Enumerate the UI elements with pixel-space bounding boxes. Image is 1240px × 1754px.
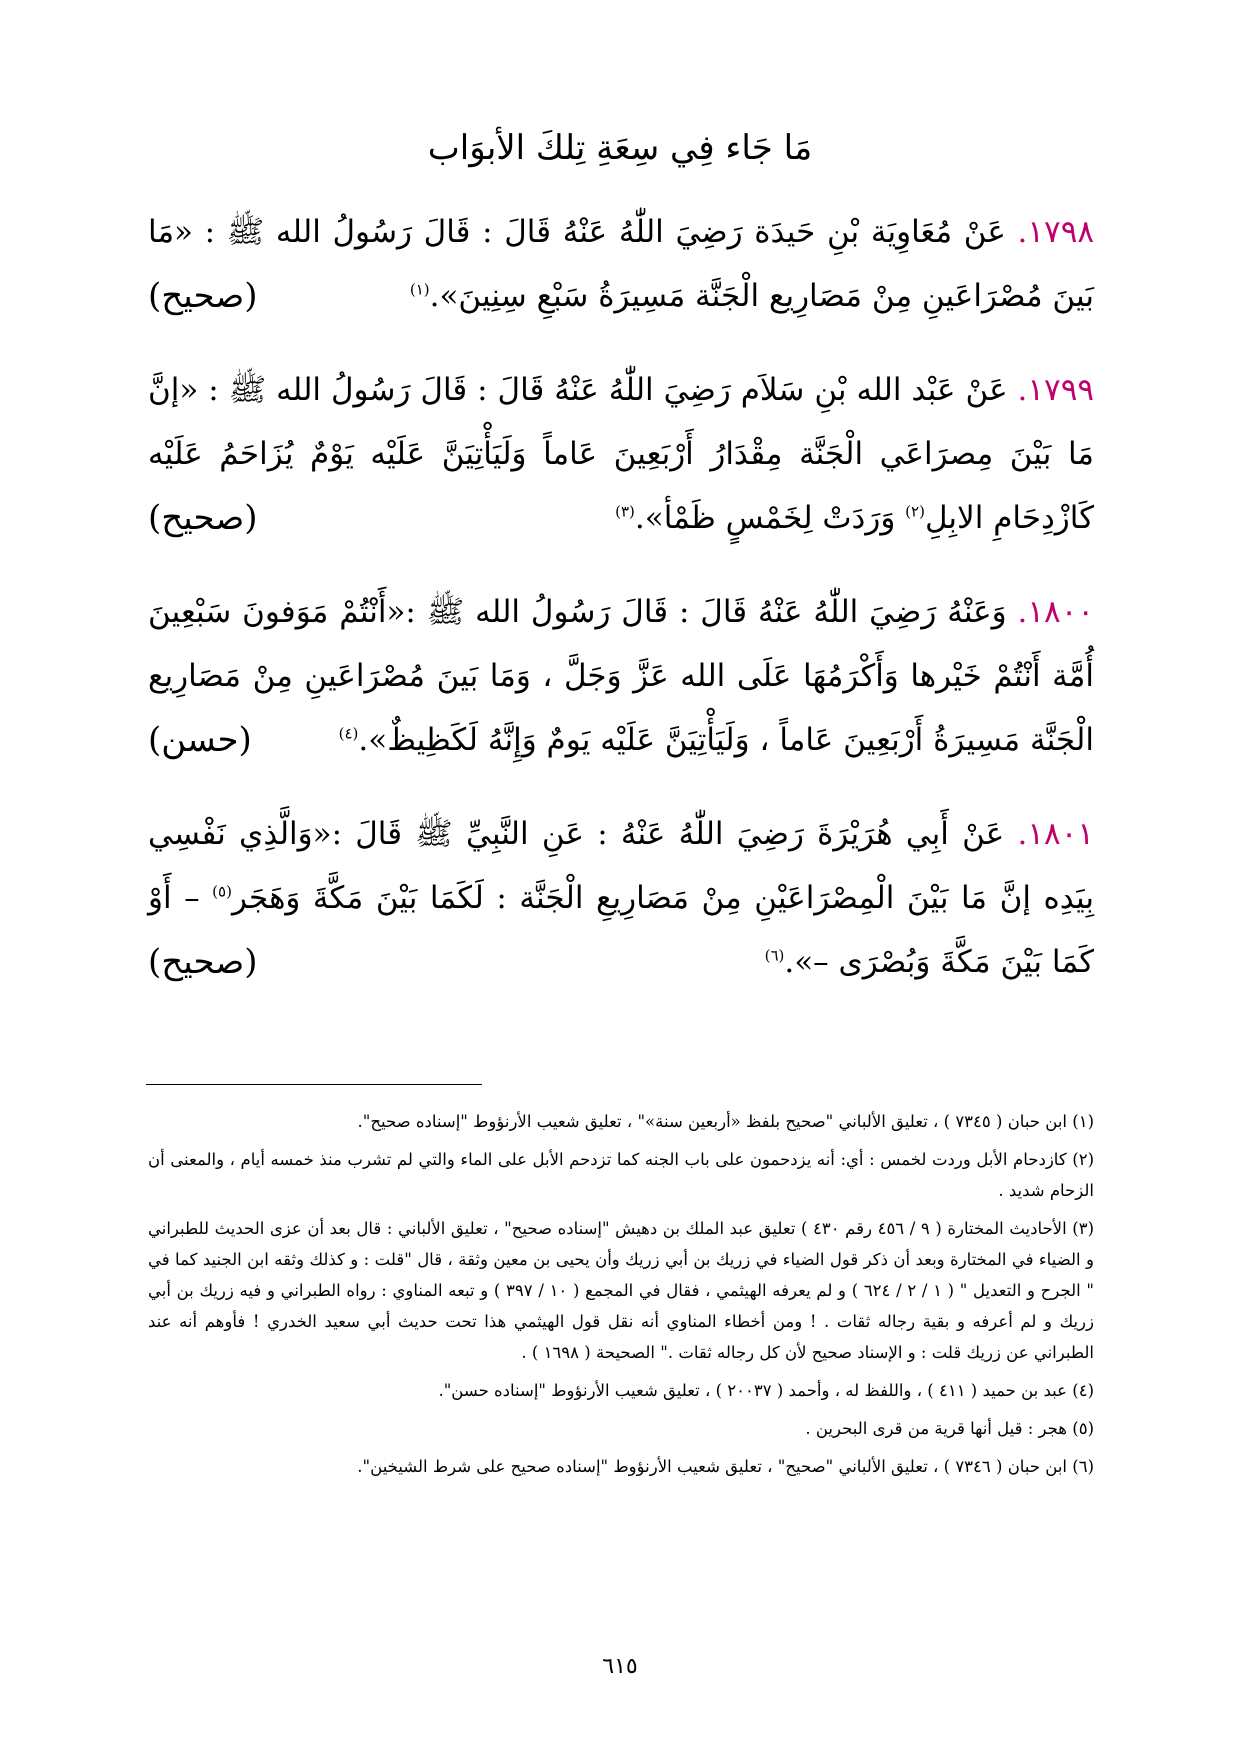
footnote-ref: (٢) <box>905 502 925 521</box>
footnote-3: (٣) الأحاديث المختارة ( ٩ / ٤٥٦ رقم ٤٣٠ ) تعليق عبد الملك بن دهيش "إسناده صحيح" ، تعليق الألباني : قال بعد أن عزى الحديث للطبراني و الضياء في المختارة وبعد أن ذكر قول الضياء في زريك بن أبي زريك وأن يحيى بن معين وثقة ، قال "قلت : و كذلك وثقه ابن الجنيد كما في " الجرح و التعديل " ( ١ / ٢ / ٦٢٤ ) و لم يعرفه الهيثمي ، فقال في المجمع ( ١٠ / ٣٩٧ ) و تبعه المناوي : رواه الطبراني و فيه زريك بن أبي زريك و لم أعرفه و بقية رجاله ثقات . ! ومن أخطاء المناوي أنه نقل قول الهيثمي هذا تحت حديث أبي سعيد الخدري ! فأوهم أنه عند الطبراني عن زريك قلت : و الإسناد صحيح لأن كل رجاله ثقات ." الصحيحة ( ١٦٩٨ ) . <box>148 1219 1094 1362</box>
footnotes <box>148 1106 1094 1489</box>
footnote-separator <box>146 1084 482 1085</box>
hadith-body: عَنْ أَبِي هُرَيْرَةَ رَضِيَ اللّٰهُ عَنْهُ : عَنِ النَّبِيِّ ﷺ قَالَ :«وَالَّذِي نَفْسِي بِيَدِه إنَّ مَا بَيْنَ الْمِصْرَاعَيْنِ مِنْ مَصَارِيعِ الْجَنَّة : لَكَمَا بَيْنَ مَكَّةَ وَهَجَر <box>148 816 1094 916</box>
grade-label: صحيح <box>161 942 245 982</box>
grade-label: صحيح <box>161 498 245 538</box>
hadith-1801 <box>148 802 1094 994</box>
hadith-text <box>148 200 1094 328</box>
footnote-2: (٢) كازدحام الأبل وردت لخمس : أي: أنه يزدحمون على باب الجنه كما تزدحم الأبل على الماء والتي لم تشرب منذ خمسه أيام ، والمعنى أن الزحام شديد . <box>148 1150 1094 1200</box>
footnote-ref: (٣) <box>615 502 635 521</box>
hadith-number: ١٨٠٠. <box>1017 594 1094 630</box>
footnote-ref: (١) <box>409 280 430 299</box>
hadith-number: ١٧٩٨. <box>1017 214 1094 250</box>
hadith-grade: (صحيح) <box>148 498 258 538</box>
grade-label: حسن <box>161 720 239 760</box>
hadith-grade: (حسن) <box>148 720 252 760</box>
hadith-text <box>148 580 1094 772</box>
hadith-text <box>148 358 1094 550</box>
footnote-4: (٤) عبد بن حميد ( ٤١١ ) ، واللفظ له ، وأحمد ( ٢٠٠٣٧ ) ، تعليق شعيب الأرنؤوط "إسناده حسن". <box>438 1381 1094 1400</box>
footnote-ref: (٦) <box>764 946 785 965</box>
grade-label: صحيح <box>161 276 245 316</box>
hadith-body-cont: وَرَدَتْ لِخَمْسٍ ظَمْأ». <box>634 500 896 536</box>
footnote-5: (٥) هجر : قيل أنها قرية من قرى البحرين . <box>805 1419 1094 1438</box>
hadith-body: عَنْ مُعَاوِيَة بْنِ حَيدَة رَضِيَ اللّٰهُ عَنْهُ قَالَ : قَالَ رَسُولُ الله ﷺ : «مَا بَينَ مُصْرَاعَينِ مِنْ مَصَارِيع الْجَنَّة مَسِيرَةُ سَبْعِ سِنِينَ». <box>148 214 1094 314</box>
footnote-ref: (٥) <box>212 882 232 901</box>
hadith-1800 <box>148 580 1094 772</box>
footnote-1: (١) ابن حبان ( ٧٣٤٥ ) ، تعليق الألباني "صحيح بلفظ «أربعين سنة»" ، تعليق شعيب الأرنؤوط "إسناده صحيح". <box>357 1112 1094 1131</box>
hadith-body-cont: – أَوْ كَمَا بَيْنَ مَكَّةَ وَبُصْرَى –». <box>148 880 1094 980</box>
hadith-body: عَنْ عَبْد الله بْنِ سَلاَم رَضِيَ اللّٰهُ عَنْهُ قَالَ : قَالَ رَسُولُ الله ﷺ : «إنَّ مَا بَيْنَ مِصرَاعَي الْجَنَّة مِقْدَارُ أَرْبَعِينَ عَاماً وَلَيَأْتِيَنَّ عَلَيْه يَوْمٌ يُزَاحَمُ عَلَيْه كَازْدِحَامِ الابِلِ <box>148 372 1094 536</box>
hadith-list <box>148 200 1094 1024</box>
hadith-body: وَعَنْهُ رَضِيَ اللّٰهُ عَنْهُ قَالَ : قَالَ رَسُولُ الله ﷺ :«أَنْتُمْ مَوَفونَ سَبْعِينَ أُمَّة أَنْتُمْ خَيْرها وَأَكْرَمُهَا عَلَى الله عَزَّ وَجَلَّ ، وَمَا بَينَ مُصْرَاعَينِ مِنْ مَصَارِيع الْجَنَّة مَسِيرَةُ أَرْبَعِينَ عَاماً ، وَلَيَأْتِيَنَّ عَلَيْه يَومٌ وَإِنَّهُ لَكَظِيظٌ». <box>148 594 1094 758</box>
page-number: ٦١٥ <box>602 1654 638 1679</box>
footnote-ref: (٤) <box>338 724 359 743</box>
hadith-1798 <box>148 200 1094 328</box>
hadith-grade: (صحيح) <box>148 276 258 316</box>
footnote-6: (٦) ابن حبان ( ٧٣٤٦ ) ، تعليق الألباني "صحيح" ، تعليق شعيب الأرنؤوط "إسناده صحيح على شرط الشيخين". <box>357 1457 1094 1476</box>
hadith-text <box>148 802 1094 994</box>
chapter-title: مَا جَاء فِي سِعَةِ تِلكَ الأبوَاب <box>427 128 813 168</box>
hadith-grade: (صحيح) <box>148 942 258 982</box>
hadith-number: ١٨٠١. <box>1017 816 1094 852</box>
hadith-number: ١٧٩٩. <box>1017 372 1094 408</box>
hadith-1799 <box>148 358 1094 550</box>
